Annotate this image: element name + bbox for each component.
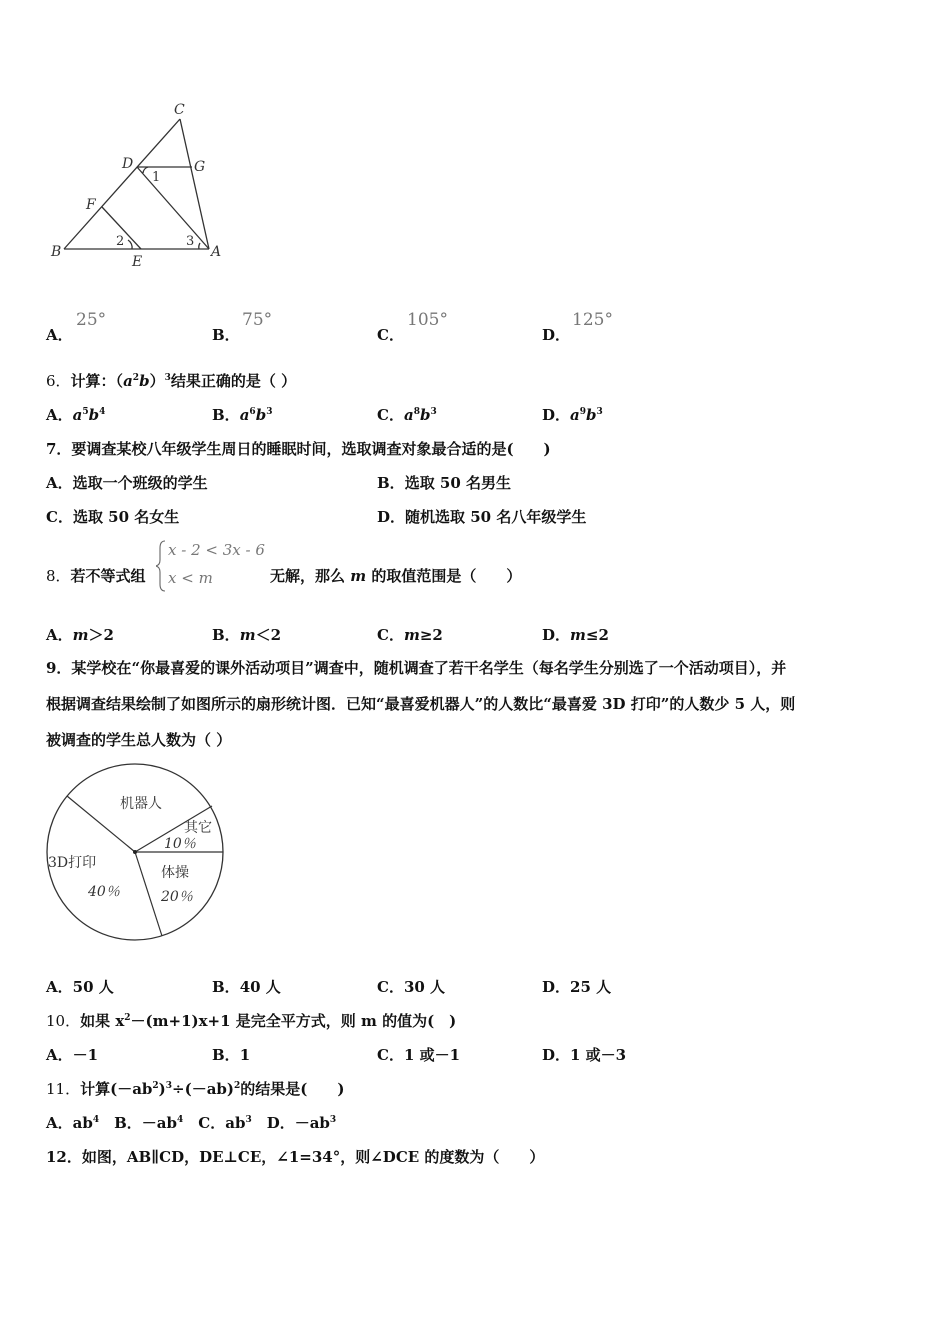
q9-option-c: C．30 人 — [377, 978, 446, 996]
pie-center — [133, 850, 137, 854]
q9-stem — [46, 650, 896, 758]
q9-option-d: D．25 人 — [542, 978, 612, 996]
q10-stem: 10．如果 $x^2-(m+1)x+1$ 是完全平方式，则 m 的值为( ) — [46, 1012, 457, 1030]
q7-option-d: D．随机选取 50 名八年级学生 — [377, 508, 587, 526]
q8-inequality-1: x - 2 < 3x - 6 — [168, 541, 265, 559]
q8-option-c: C．m≥2 — [377, 626, 443, 644]
segment-da — [137, 167, 209, 249]
q6-option-d: D．$a^9b^3$ — [542, 406, 603, 424]
q5-option-a-letter: A． — [46, 326, 73, 344]
label-angle3: 3 — [186, 234, 195, 249]
q5-option-c-value: 105° — [407, 310, 448, 330]
q7-stem: 7．要调查某校八年级学生周日的睡眠时间，选取调查对象最合适的是( ) — [46, 440, 551, 458]
q7-option-b: B．选取 50 名男生 — [377, 474, 512, 492]
label-angle1: 1 — [152, 170, 161, 185]
pie-label-gym: 体操 — [161, 865, 189, 881]
triangle-figure — [46, 98, 236, 273]
q9-line-3: 被调查的学生总人数为（ ） — [46, 731, 232, 749]
q6-option-b: B．$a^6b^3$ — [212, 406, 273, 424]
q5-option-b-letter: B． — [212, 326, 240, 344]
q5-option-b-value: 75° — [242, 310, 273, 330]
q8-option-a: A．m＞2 — [46, 626, 114, 644]
q8-system-brace — [156, 538, 276, 594]
q10-option-a: A．－1 — [46, 1046, 99, 1064]
q5-option-d-value: 125° — [572, 310, 613, 330]
q5-option-c-letter: C． — [377, 326, 404, 344]
angle3-arc — [199, 243, 200, 249]
q7-option-a: A．选取一个班级的学生 — [46, 474, 208, 492]
label-g: G — [194, 159, 206, 175]
side-ca — [180, 119, 209, 249]
label-f: F — [86, 197, 96, 213]
q10-option-c: C．1 或－1 — [377, 1046, 461, 1064]
q5-option-d-letter: D． — [542, 326, 571, 344]
label-c: C — [174, 102, 185, 118]
q8-stem-part1: 8．若不等式组 — [46, 567, 146, 585]
q7-option-c: C．选取 50 名女生 — [46, 508, 180, 526]
pie-pct-3d: 40％ — [88, 884, 120, 900]
pie-pct-other: 10％ — [164, 836, 196, 852]
label-d: D — [122, 156, 134, 172]
q8-stem-part2: 无解，那么 m 的取值范围是（ ） — [270, 567, 522, 585]
pie-divider-4 — [135, 852, 162, 936]
q6-option-c: C．$a^8b^3$ — [377, 406, 437, 424]
label-e: E — [132, 254, 143, 270]
label-angle2: 2 — [116, 234, 125, 249]
q9-option-a: A．50 人 — [46, 978, 114, 996]
q6-option-a: A．$a^5b^4$ — [46, 406, 106, 424]
q8-option-d: D．m≤2 — [542, 626, 609, 644]
q8-option-b: B．m＜2 — [212, 626, 281, 644]
angle1-arc — [143, 167, 148, 173]
q9-line-2: 根据调查结果绘制了如图所示的扇形统计图．已知“最喜爱机器人”的人数比“最喜爱 3D 打印”的人数少 5 人，则 — [46, 695, 796, 713]
pie-pct-gym: 20％ — [161, 889, 193, 905]
q9-option-b: B．40 人 — [212, 978, 281, 996]
side-bc — [64, 119, 180, 249]
angle2-arc — [128, 240, 132, 249]
q10-option-d: D．1 或－3 — [542, 1046, 627, 1064]
q12-stem: 12．如图，AB∥CD，DE⊥CE，∠1=34°，则∠DCE 的度数为（ ） — [46, 1148, 545, 1166]
q10-option-b: B．1 — [212, 1046, 251, 1064]
pie-label-3d: 3D打印 — [48, 855, 97, 871]
pie-label-other: 其它 — [184, 820, 212, 836]
pie-chart — [40, 758, 230, 948]
q11-stem: 11．计算$(-ab^2)^3\div(-ab)^2$的结果是( ) — [46, 1080, 345, 1098]
q11-options: A．$ab^4$ B．$-ab^4$ C．$ab^3$ D．$-ab^3$ — [46, 1114, 337, 1132]
q9-line-1: 9．某学校在“你最喜爱的课外活动项目”调查中，随机调查了若干名学生（每名学生分别选了一个活动项目），并 — [46, 659, 787, 677]
label-a: A — [211, 244, 222, 260]
pie-label-robot: 机器人 — [120, 796, 162, 812]
q5-option-a-value: 25° — [76, 310, 107, 330]
q6-stem: 6．计算：$(a^2b)^3$结果正确的是（ ） — [46, 372, 297, 390]
label-b: B — [51, 244, 62, 260]
q8-inequality-2: x < m — [168, 569, 213, 587]
